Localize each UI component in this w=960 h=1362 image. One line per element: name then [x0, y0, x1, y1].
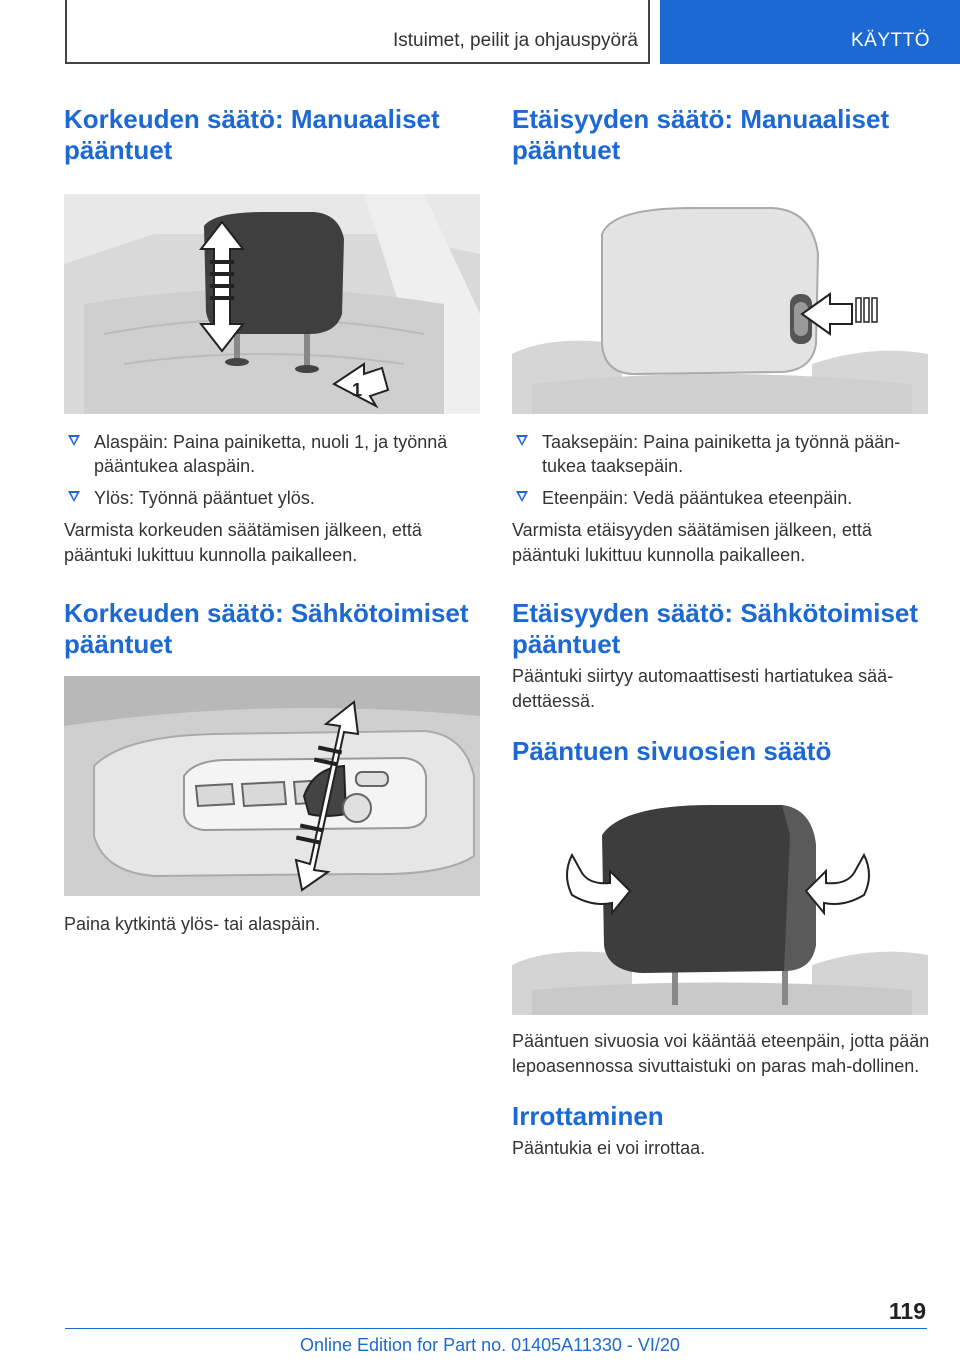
headrest-side-illustration	[512, 795, 928, 1015]
figure-headrest-side-adjust	[512, 795, 928, 1015]
edition-footer: Online Edition for Part no. 01405A11330 - VI/20	[300, 1335, 680, 1355]
triangle-bullet-icon	[68, 491, 80, 502]
bullet-item: Taaksepäin: Paina painiketta ja työnnä pään-tukea taaksepäin.	[512, 430, 930, 478]
headrest-distance-illustration	[512, 194, 928, 414]
paragraph-distance-manual-note: Varmista etäisyyden säätämisen jälkeen, että pääntuki lukittuu kunnolla paikalleen.	[512, 520, 872, 565]
header-section-box	[65, 0, 650, 64]
bullet-list-distance-manual	[512, 430, 930, 510]
bullet-list-height-manual	[64, 430, 482, 510]
paragraph-height-manual-note: Varmista korkeuden säätämisen jälkeen, että pääntuki lukittuu kunnolla paikalleen.	[64, 520, 422, 565]
heading-height-electric: Korkeuden säätö: Sähkötoimiset pääntuet	[64, 598, 469, 659]
page-number: 119	[888, 1298, 926, 1324]
heading-side-adjust: Pääntuen sivuosien säätö	[512, 736, 832, 766]
chapter-title: KÄYTTÖ	[850, 30, 930, 51]
bullet-item: Ylös: Työnnä pääntuet ylös.	[64, 486, 482, 510]
bullet-item: Alaspäin: Paina painiketta, nuoli 1, ja työnnä pääntukea alaspäin.	[64, 430, 482, 478]
triangle-bullet-icon	[516, 435, 528, 446]
heading-removal: Irrottaminen	[512, 1101, 664, 1131]
paragraph-distance-electric: Pääntuki siirtyy automaattisesti hartiatukea sää-dettäessä.	[512, 666, 894, 711]
header-chapter-tab	[660, 0, 960, 64]
left-column	[64, 104, 482, 937]
paragraph-removal: Pääntukia ei voi irrottaa.	[512, 1138, 706, 1158]
figure-headrest-height-manual	[64, 194, 480, 414]
triangle-bullet-icon	[516, 491, 528, 502]
figure-headrest-height-electric	[64, 676, 480, 896]
heading-height-manual: Korkeuden säätö: Manuaaliset pääntuet	[64, 104, 440, 165]
paragraph-height-electric: Paina kytkintä ylös- tai alaspäin.	[64, 914, 321, 934]
headrest-height-manual-illustration	[64, 194, 480, 414]
figure-headrest-distance-manual	[512, 194, 928, 414]
footer-divider	[65, 1328, 927, 1329]
heading-distance-electric: Etäisyyden säätö: Sähkötoimiset pääntuet	[512, 598, 919, 659]
triangle-bullet-icon	[68, 435, 80, 446]
right-column	[512, 104, 930, 1161]
paragraph-side-adjust: Pääntuen sivuosia voi kääntää eteenpäin, jotta pään lepoasennossa sivuttaistuki on paras mah-dollinen.	[512, 1031, 930, 1076]
callout-number: 1	[352, 380, 363, 400]
seat-switch-illustration	[64, 676, 480, 896]
section-title: Istuimet, peilit ja ohjauspyörä	[392, 30, 638, 51]
heading-distance-manual: Etäisyyden säätö: Manuaaliset pääntuet	[512, 104, 890, 165]
bullet-item: Eteenpäin: Vedä pääntukea eteenpäin.	[512, 486, 930, 510]
